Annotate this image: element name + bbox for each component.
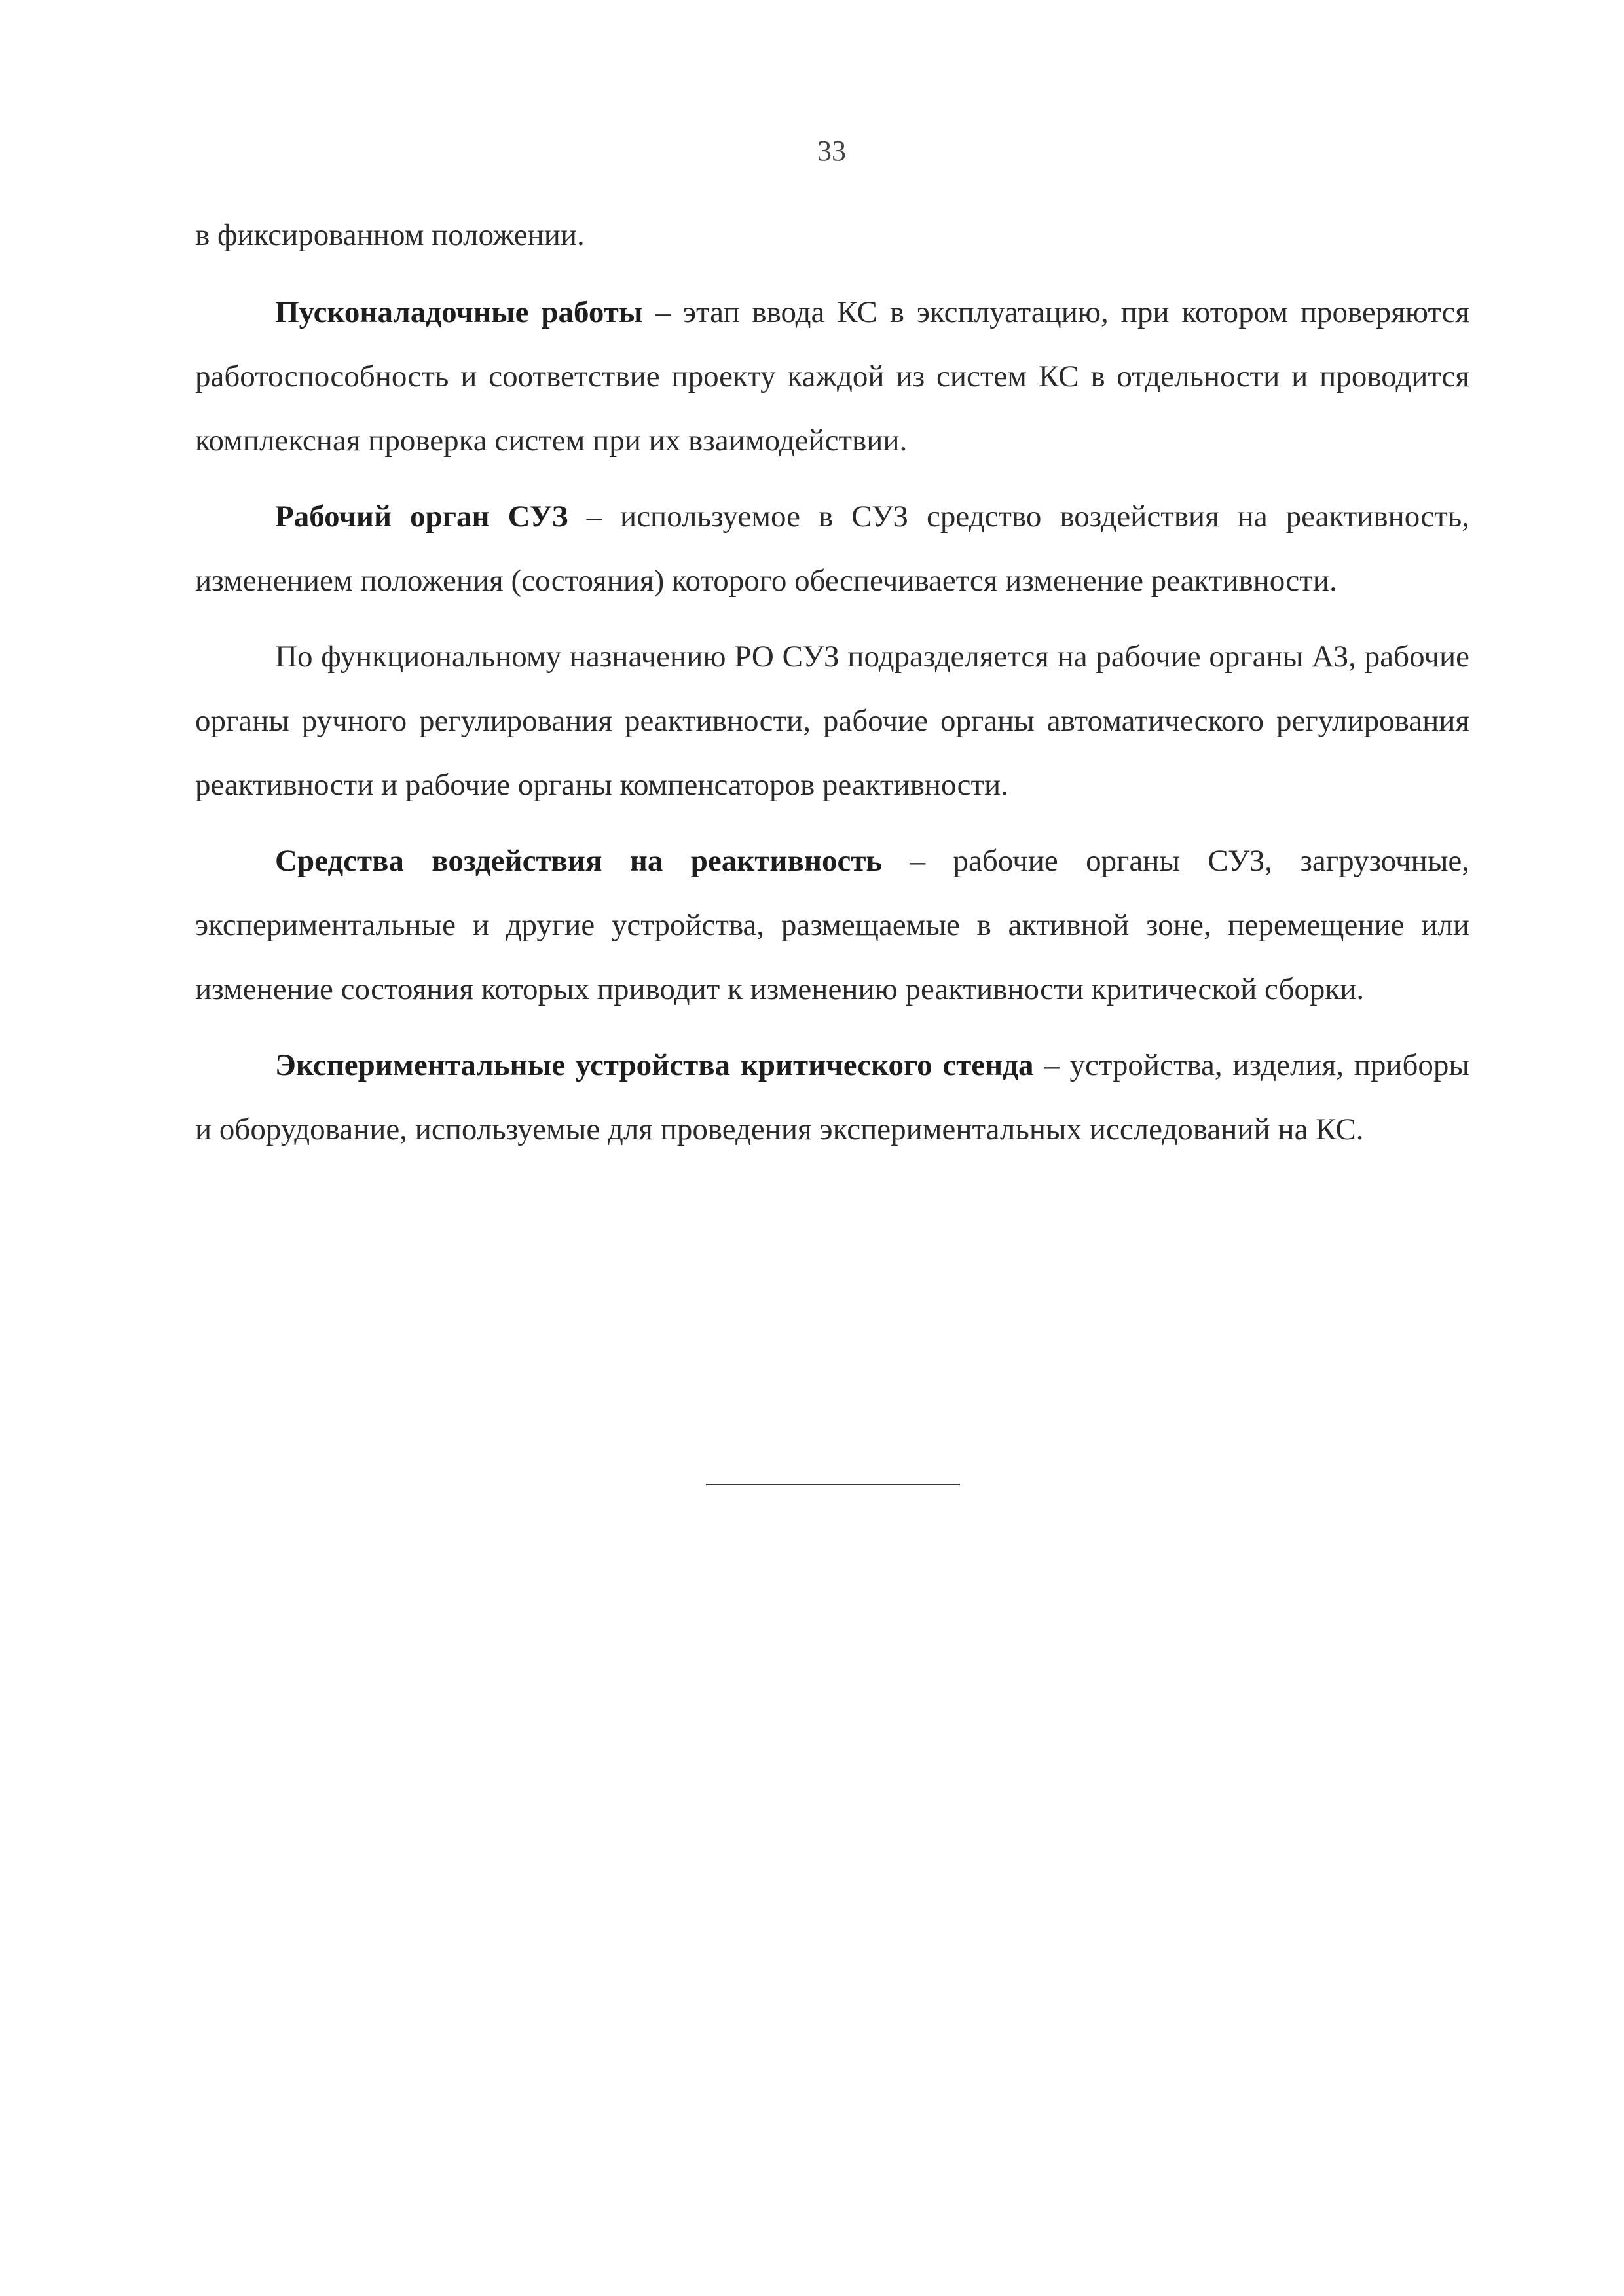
definition-text: – этап ввода КС в эксплуатацию, при котором проверяются работоспособность и соответствие проекту каждой из систем КС в отдельности и проводится комплексная проверка систем при их взаимодействии. <box>195 295 1469 458</box>
definition-text: – используемое в СУЗ средство воздействия на реактивность, изменением положения (состояния) которого обеспечивается изменение реактивности. <box>195 500 1469 598</box>
definition-commissioning <box>195 280 1469 473</box>
term-commissioning: Пусконаладочные работы <box>275 295 643 329</box>
end-of-section-rule <box>706 1484 960 1485</box>
definition-reactivity-means <box>195 829 1469 1021</box>
continuation-text: в фиксированном положении. <box>195 218 585 252</box>
term-control-rod: Рабочий орган СУЗ <box>275 500 568 534</box>
definition-text: – рабочие органы СУЗ, загрузочные, экспериментальные и другие устройства, размещаемые в активной зоне, перемещение или изменение состояния которых приводит к изменению реактивности критической сборки. <box>195 844 1470 1006</box>
term-experimental-devices: Экспериментальные устройства критического стенда <box>275 1048 1034 1082</box>
definition-control-rod <box>195 484 1469 613</box>
definition-text: – устройства, изделия, приборы и оборудование, используемые для проведения экспериментальных исследований на КС. <box>195 1048 1470 1146</box>
paragraph-control-rod-classes <box>195 625 1469 817</box>
paragraph-text: По функциональному назначению РО СУЗ подразделяется на рабочие органы АЗ, рабочие органы ручного регулирования реактивности, рабочие органы автоматического регулирования реактивности и рабочие органы компенсаторов реактивности. <box>195 640 1469 802</box>
term-reactivity-means: Средства воздействия на реактивность <box>275 844 883 878</box>
page-number: 33 <box>817 135 846 167</box>
document-body <box>195 203 1469 1173</box>
definition-experimental-devices <box>195 1033 1469 1161</box>
